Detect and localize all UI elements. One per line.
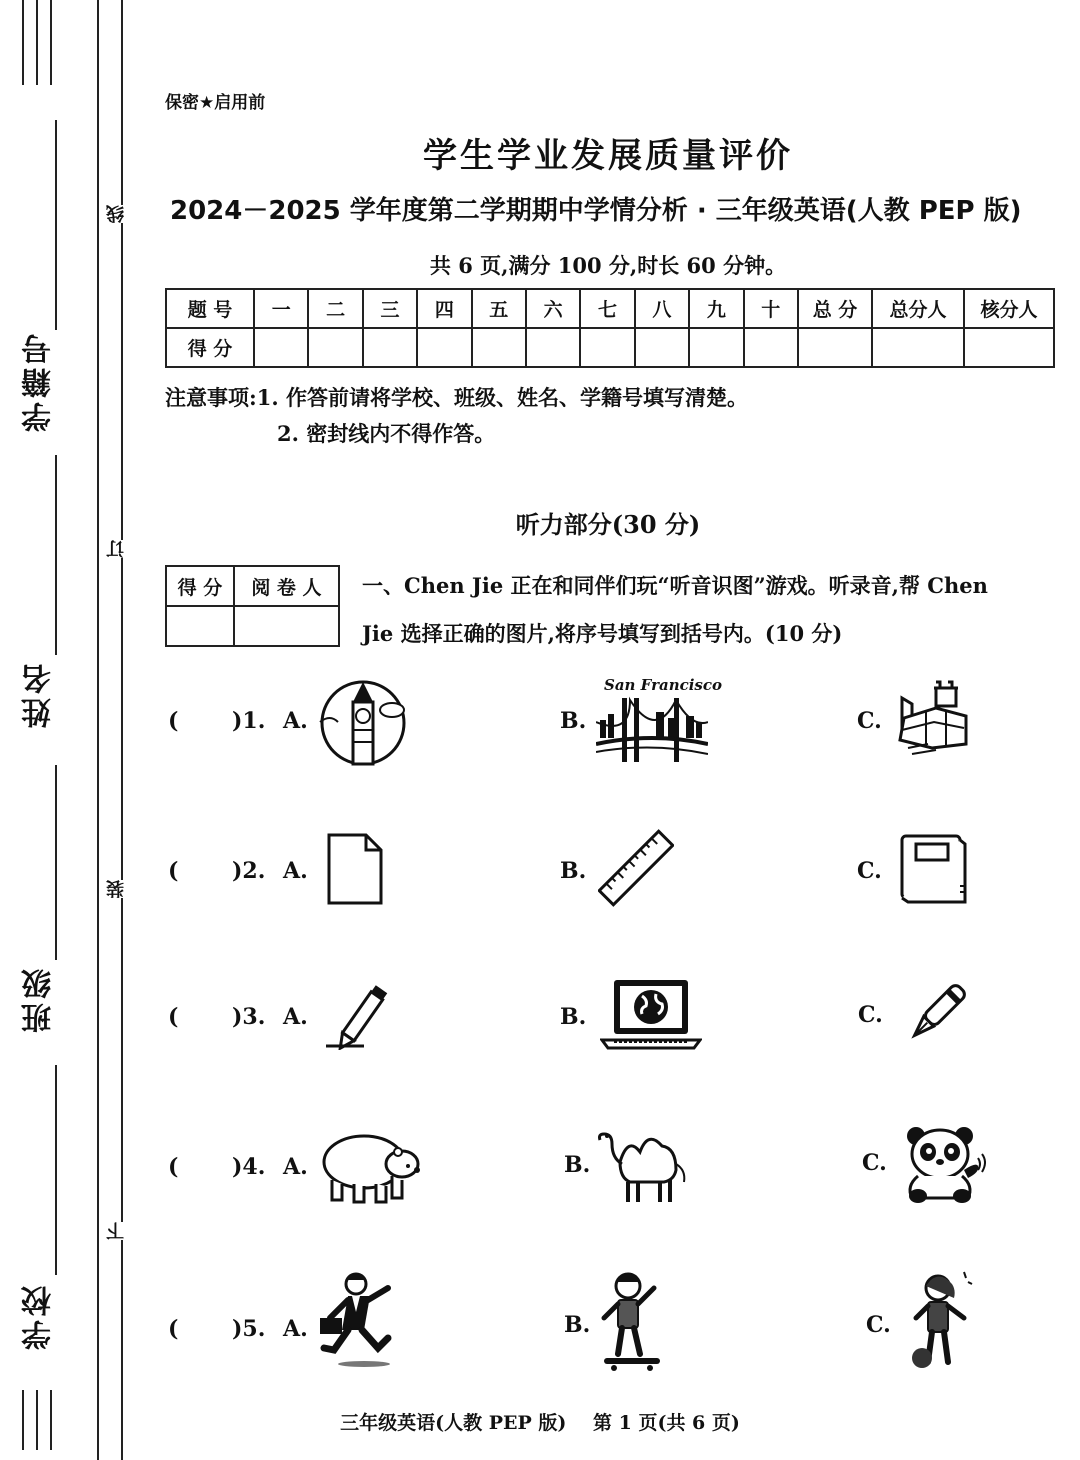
col-header: 总 分 [798,289,872,328]
san-francisco-caption: San Francisco [604,676,723,694]
answer-paren[interactable]: ( [168,1004,179,1030]
col-header: 八 [635,289,689,328]
answer-paren[interactable]: ( [168,858,179,884]
class-label: 班级 [22,965,57,1033]
option-label: B. [560,708,587,734]
option-label: A. [283,708,308,734]
option-label: C. [862,1150,887,1176]
margin-rule [22,0,24,85]
instruction-line: Jie 选择正确的图片,将序号填写到括号内。(10 分) [362,621,843,646]
binding-mark-staple: 订 [104,540,140,558]
great-wall-icon [896,678,974,758]
row-label: 题 号 [166,289,254,328]
question-number: )5. [232,1316,266,1342]
col-header: 五 [472,289,526,328]
question-number: )4. [232,1154,266,1180]
option-label: B. [564,1152,591,1178]
score-cell [872,328,964,367]
option-label: A. [283,1316,308,1342]
score-cell [472,328,526,367]
question-number: )3. [232,1004,266,1030]
name-label: 姓名 [22,660,57,728]
margin-rule [36,0,38,85]
col-header: 三 [363,289,417,328]
laptop-icon [600,976,702,1052]
score-cell [526,328,580,367]
instruction-line: 一、Chen Jie 正在和同伴们玩“听音识图”游戏。听录音,帮 Chen [362,573,988,598]
option-label: C. [858,1002,883,1028]
score-cell [689,328,743,367]
footer-subject: 三年级英语(人教 PEP 版) [340,1412,567,1434]
confidential-mark: 保密★启用前 [165,93,266,113]
option-label: B. [560,1004,587,1030]
ruler-icon [598,828,674,908]
col-header: 核分人 [964,289,1054,328]
girl-ball-icon [908,1268,974,1378]
option-label: A. [283,1154,308,1180]
golden-gate-bridge-icon [596,692,708,766]
binding-line-outer [97,0,99,1460]
col-header: 一 [254,289,308,328]
grader-name-cell [234,606,339,646]
paper-icon [326,832,384,906]
notes [165,380,748,452]
section-title: 听力部分(30 分) [515,510,701,539]
score-cell [363,328,417,367]
note-item: 2. 密封线内不得作答。 [277,421,496,446]
exam-subtitle: 2024－2025 学年度第二学期期中学情分析 · 三年级英语(人教 PEP 版) [170,196,1022,226]
score-cell [417,328,471,367]
instruction [362,562,1062,658]
score-cell [308,328,362,367]
score-cell [254,328,308,367]
answer-paren[interactable]: ( [168,1154,179,1180]
option-label: C. [866,1312,891,1338]
skateboard-boy-icon [600,1270,666,1372]
grader-score-header: 得 分 [166,566,234,606]
note-item: 1. 作答前请将学校、班级、姓名、学籍号填写清楚。 [256,385,748,410]
student-id-label: 学籍号 [22,330,57,432]
score-table [165,288,1055,368]
grader-box [165,565,340,647]
col-header: 总分人 [872,289,964,328]
fill-line [55,1065,57,1275]
question-number: )1. [232,708,266,734]
score-cell [744,328,798,367]
polar-bear-icon [318,1124,422,1206]
option-label: B. [564,1312,591,1338]
binding-mark-below: 下 [104,1222,140,1240]
score-table-header-row [166,289,1054,328]
footer-page-number: 第 1 页(共 6 页) [593,1412,740,1434]
book-icon [898,832,968,906]
score-cell [580,328,634,367]
option-label: B. [560,858,587,884]
col-header: 十 [744,289,798,328]
option-label: C. [857,708,882,734]
camel-icon [598,1122,694,1204]
col-header: 四 [417,289,471,328]
score-table-score-row [166,328,1054,367]
fill-line [55,455,57,655]
grader-name-header: 阅 卷 人 [234,566,339,606]
running-man-icon [318,1270,410,1370]
col-header: 二 [308,289,362,328]
notes-label: 注意事项: [165,385,257,410]
option-label: A. [283,858,308,884]
score-cell [798,328,872,367]
panda-icon [904,1124,986,1204]
pencil-icon [324,976,398,1050]
binding-mark-line: 线 [104,205,140,223]
score-cell [635,328,689,367]
option-label: A. [283,1004,308,1030]
page-title: 学生学业发展质量评价 [423,136,793,176]
row-label: 得 分 [166,328,254,367]
pen-icon [900,970,980,1050]
answer-paren[interactable]: ( [168,708,179,734]
exam-info: 共 6 页,满分 100 分,时长 60 分钟。 [429,253,787,278]
score-cell [964,328,1054,367]
school-label: 学校 [22,1282,57,1350]
answer-paren[interactable]: ( [168,1316,179,1342]
margin-rule [50,0,52,85]
grader-score-cell [166,606,234,646]
big-ben-icon [318,678,408,768]
question-number: )2. [232,858,266,884]
page-footer [0,1408,1080,1435]
col-header: 六 [526,289,580,328]
fill-line [55,765,57,960]
option-label: C. [857,858,882,884]
col-header: 九 [689,289,743,328]
binding-mark-bind: 装 [104,880,140,898]
col-header: 七 [580,289,634,328]
